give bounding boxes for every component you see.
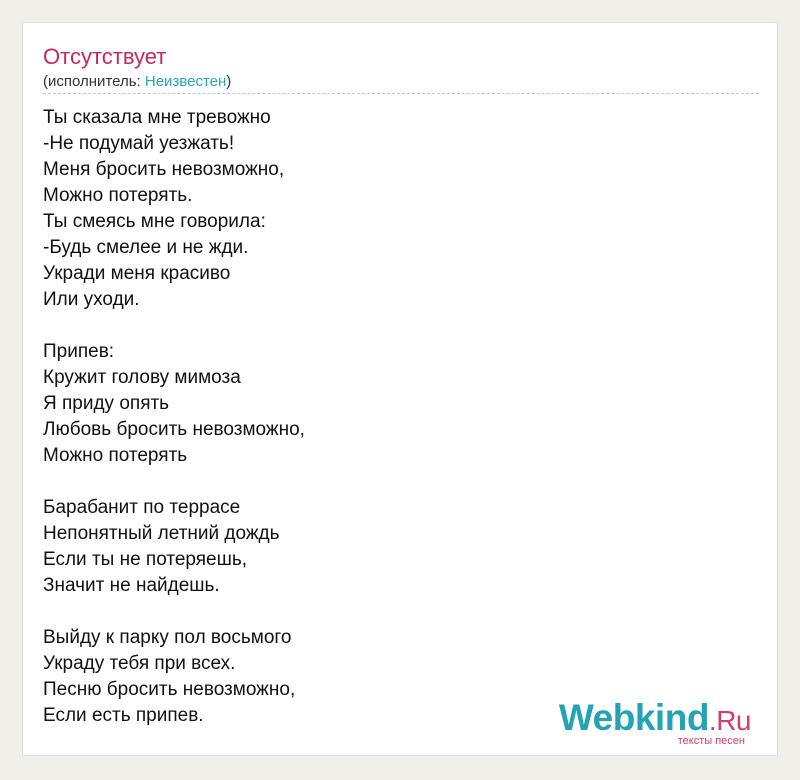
lyric-line: -Не подумай уезжать! [43,133,235,154]
lyric-line: Укради меня красиво [43,263,231,284]
lyric-line: Ты смеясь мне говорила: [43,211,266,232]
lyric-line: -Будь смелее и не жди. [43,237,249,258]
performer-suffix: ) [226,73,232,90]
lyric-line: Я приду опять [43,393,170,414]
lyric-line: Любовь бросить невозможно, [43,419,305,440]
lyric-line: Или уходи. [43,289,140,310]
lyric-line: Припев: [43,341,115,362]
lyric-line: Можно потерять. [43,185,193,206]
lyric-line: Непонятный летний дождь [43,523,280,544]
lyric-line: Можно потерять [43,445,188,466]
logo-brand: Webkind [558,697,709,738]
lyric-line: Меня бросить невозможно, [43,159,285,180]
logo-wordmark [558,697,751,739]
lyric-line: Значит не найдешь. [43,575,220,596]
lyric-line: Ты сказала мне тревожно [43,107,271,128]
stanza-break [43,599,305,625]
lyric-line: Выйду к парку пол восьмого [43,627,292,648]
artist-link[interactable]: Неизвестен [144,73,227,90]
logo-tagline: тексты песен [677,735,745,747]
dashed-divider [43,93,759,94]
stanza-break [43,313,305,339]
lyric-line: Барабанит по террасе [43,497,241,518]
lyric-line: Если ты не потеряешь, [43,549,248,570]
lyrics-card [22,22,778,756]
lyrics-text [43,105,305,729]
lyric-line: Песню бросить невозможно, [43,679,296,700]
lyric-line: Если есть припев. [43,705,204,726]
webkind-logo[interactable] [558,697,751,747]
stanza-break [43,469,305,495]
lyric-line: Украду тебя при всех. [43,653,236,674]
performer-line [43,73,231,91]
lyric-line: Кружит голову мимоза [43,367,241,388]
performer-prefix: (исполнитель: [43,73,145,90]
song-title: Отсутствует [43,44,167,69]
logo-tld: .Ru [708,705,751,736]
